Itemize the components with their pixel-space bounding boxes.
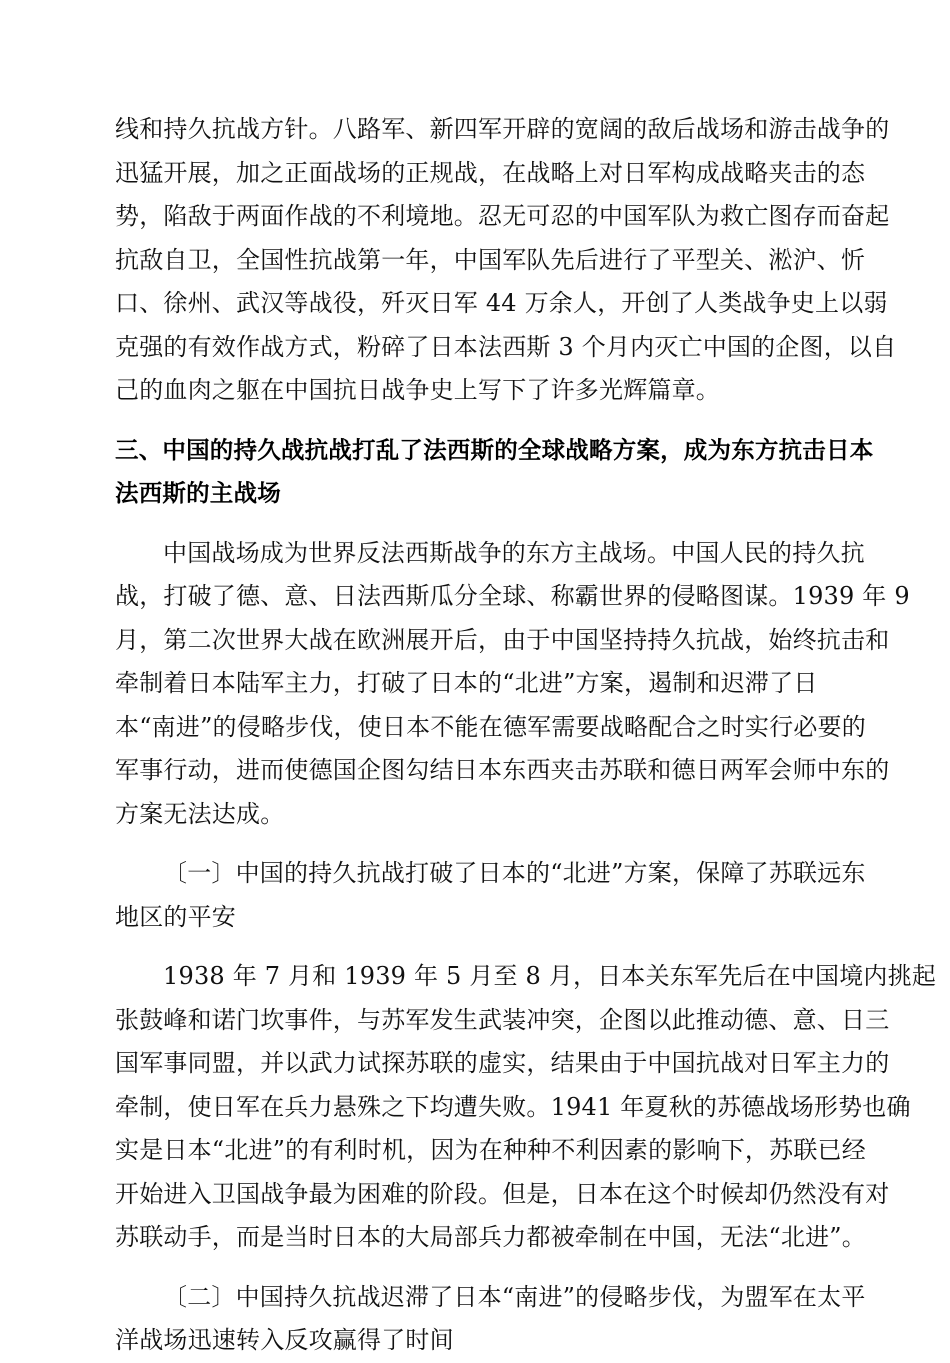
text-line: 苏联动手，而是当时日本的大局部兵力都被牵制在中国，无法“北进”。	[115, 1223, 866, 1251]
text-line: 方案无法达成。	[115, 799, 285, 828]
text-line: 中国战场成为世界反法西斯战争的东方主战场。中国人民的持久抗	[163, 538, 865, 567]
heading-line: 三、中国的持久战抗战打乱了法西斯的全球战略方案，成为东方抗击日本	[115, 435, 874, 464]
text-line: 开始进入卫国战争最为困难的阶段。但是，日本在这个时候却仍然没有对	[115, 1179, 890, 1208]
subheading-2	[115, 1276, 866, 1363]
paragraph-strategy	[115, 108, 897, 413]
text-line: 1938 年 7 月和 1939 年 5 月至 8 月，日本关东军先后在中国境内挑起	[163, 962, 937, 990]
text-line: 〔二〕中国持久抗战迟滞了日本“南进”的侵略步伐，为盟军在太平	[163, 1282, 866, 1311]
text-line: 地区的平安	[115, 902, 236, 931]
section-heading-3	[115, 429, 874, 516]
spacer	[115, 516, 835, 532]
text-line: 〔一〕中国的持久抗战打破了日本的“北进”方案，保障了苏联远东	[163, 859, 866, 887]
text-line: 线和持久抗战方针。八路军、新四军开辟的宽阔的敌后战场和游击战争的	[115, 115, 890, 143]
paragraph-main-battlefield	[115, 532, 910, 837]
text-line: 实是日本“北进”的有利时机，因为在种种不利因素的影响下，苏联已经	[115, 1136, 866, 1164]
text-line: 口、徐州、武汉等战役，歼灭日军 44 万余人，开创了人类战争史上以弱	[115, 289, 888, 317]
heading-line: 法西斯的主战场	[115, 479, 281, 507]
text-line: 牵制着日本陆军主力，打破了日本的“北进”方案，遏制和迟滞了日	[115, 669, 818, 697]
text-line: 牵制，使日军在兵力悬殊之下均遭失败。1941 年夏秋的苏德战场形势也确	[115, 1092, 911, 1121]
subheading-1	[115, 852, 866, 939]
text-line: 己的血肉之躯在中国抗日战争史上写下了许多光辉篇章。	[115, 376, 720, 404]
spacer	[115, 836, 835, 852]
text-line: 张鼓峰和诺门坎事件，与苏军发生武装冲突，企图以此推动德、意、日三	[115, 1005, 890, 1034]
text-line: 势，陷敌于两面作战的不利境地。忍无可忍的中国军队为救亡图存而奋起	[115, 202, 890, 230]
spacer	[115, 939, 835, 955]
paragraph-north-advance	[115, 955, 937, 1260]
text-line: 抗敌自卫，全国性抗战第一年，中国军队先后进行了平型关、淞沪、忻	[115, 245, 866, 274]
text-line: 本“南进”的侵略步伐，使日本不能在德军需要战略配合之时实行必要的	[115, 712, 866, 741]
text-line: 军事行动，进而使德国企图勾结日本东西夹击苏联和德日两军会师中东的	[115, 756, 890, 784]
text-line: 洋战场迅速转入反攻赢得了时间	[115, 1326, 454, 1354]
text-line: 迅猛开展，加之正面战场的正规战，在战略上对日军构成战略夹击的态	[115, 158, 866, 187]
text-line: 克强的有效作战方式，粉碎了日本法西斯 3 个月内灭亡中国的企图，以自	[115, 332, 897, 361]
text-line: 国军事同盟，并以武力试探苏联的虚实，结果由于中国抗战对日军主力的	[115, 1049, 890, 1077]
spacer	[115, 413, 835, 429]
document-body	[115, 108, 937, 1363]
text-line: 月，第二次世界大战在欧洲展开后，由于中国坚持持久抗战，始终抗击和	[115, 625, 890, 654]
text-line: 战，打破了德、意、日法西斯瓜分全球、称霸世界的侵略图谋。1939 年 9	[115, 582, 910, 610]
spacer	[115, 1260, 835, 1276]
